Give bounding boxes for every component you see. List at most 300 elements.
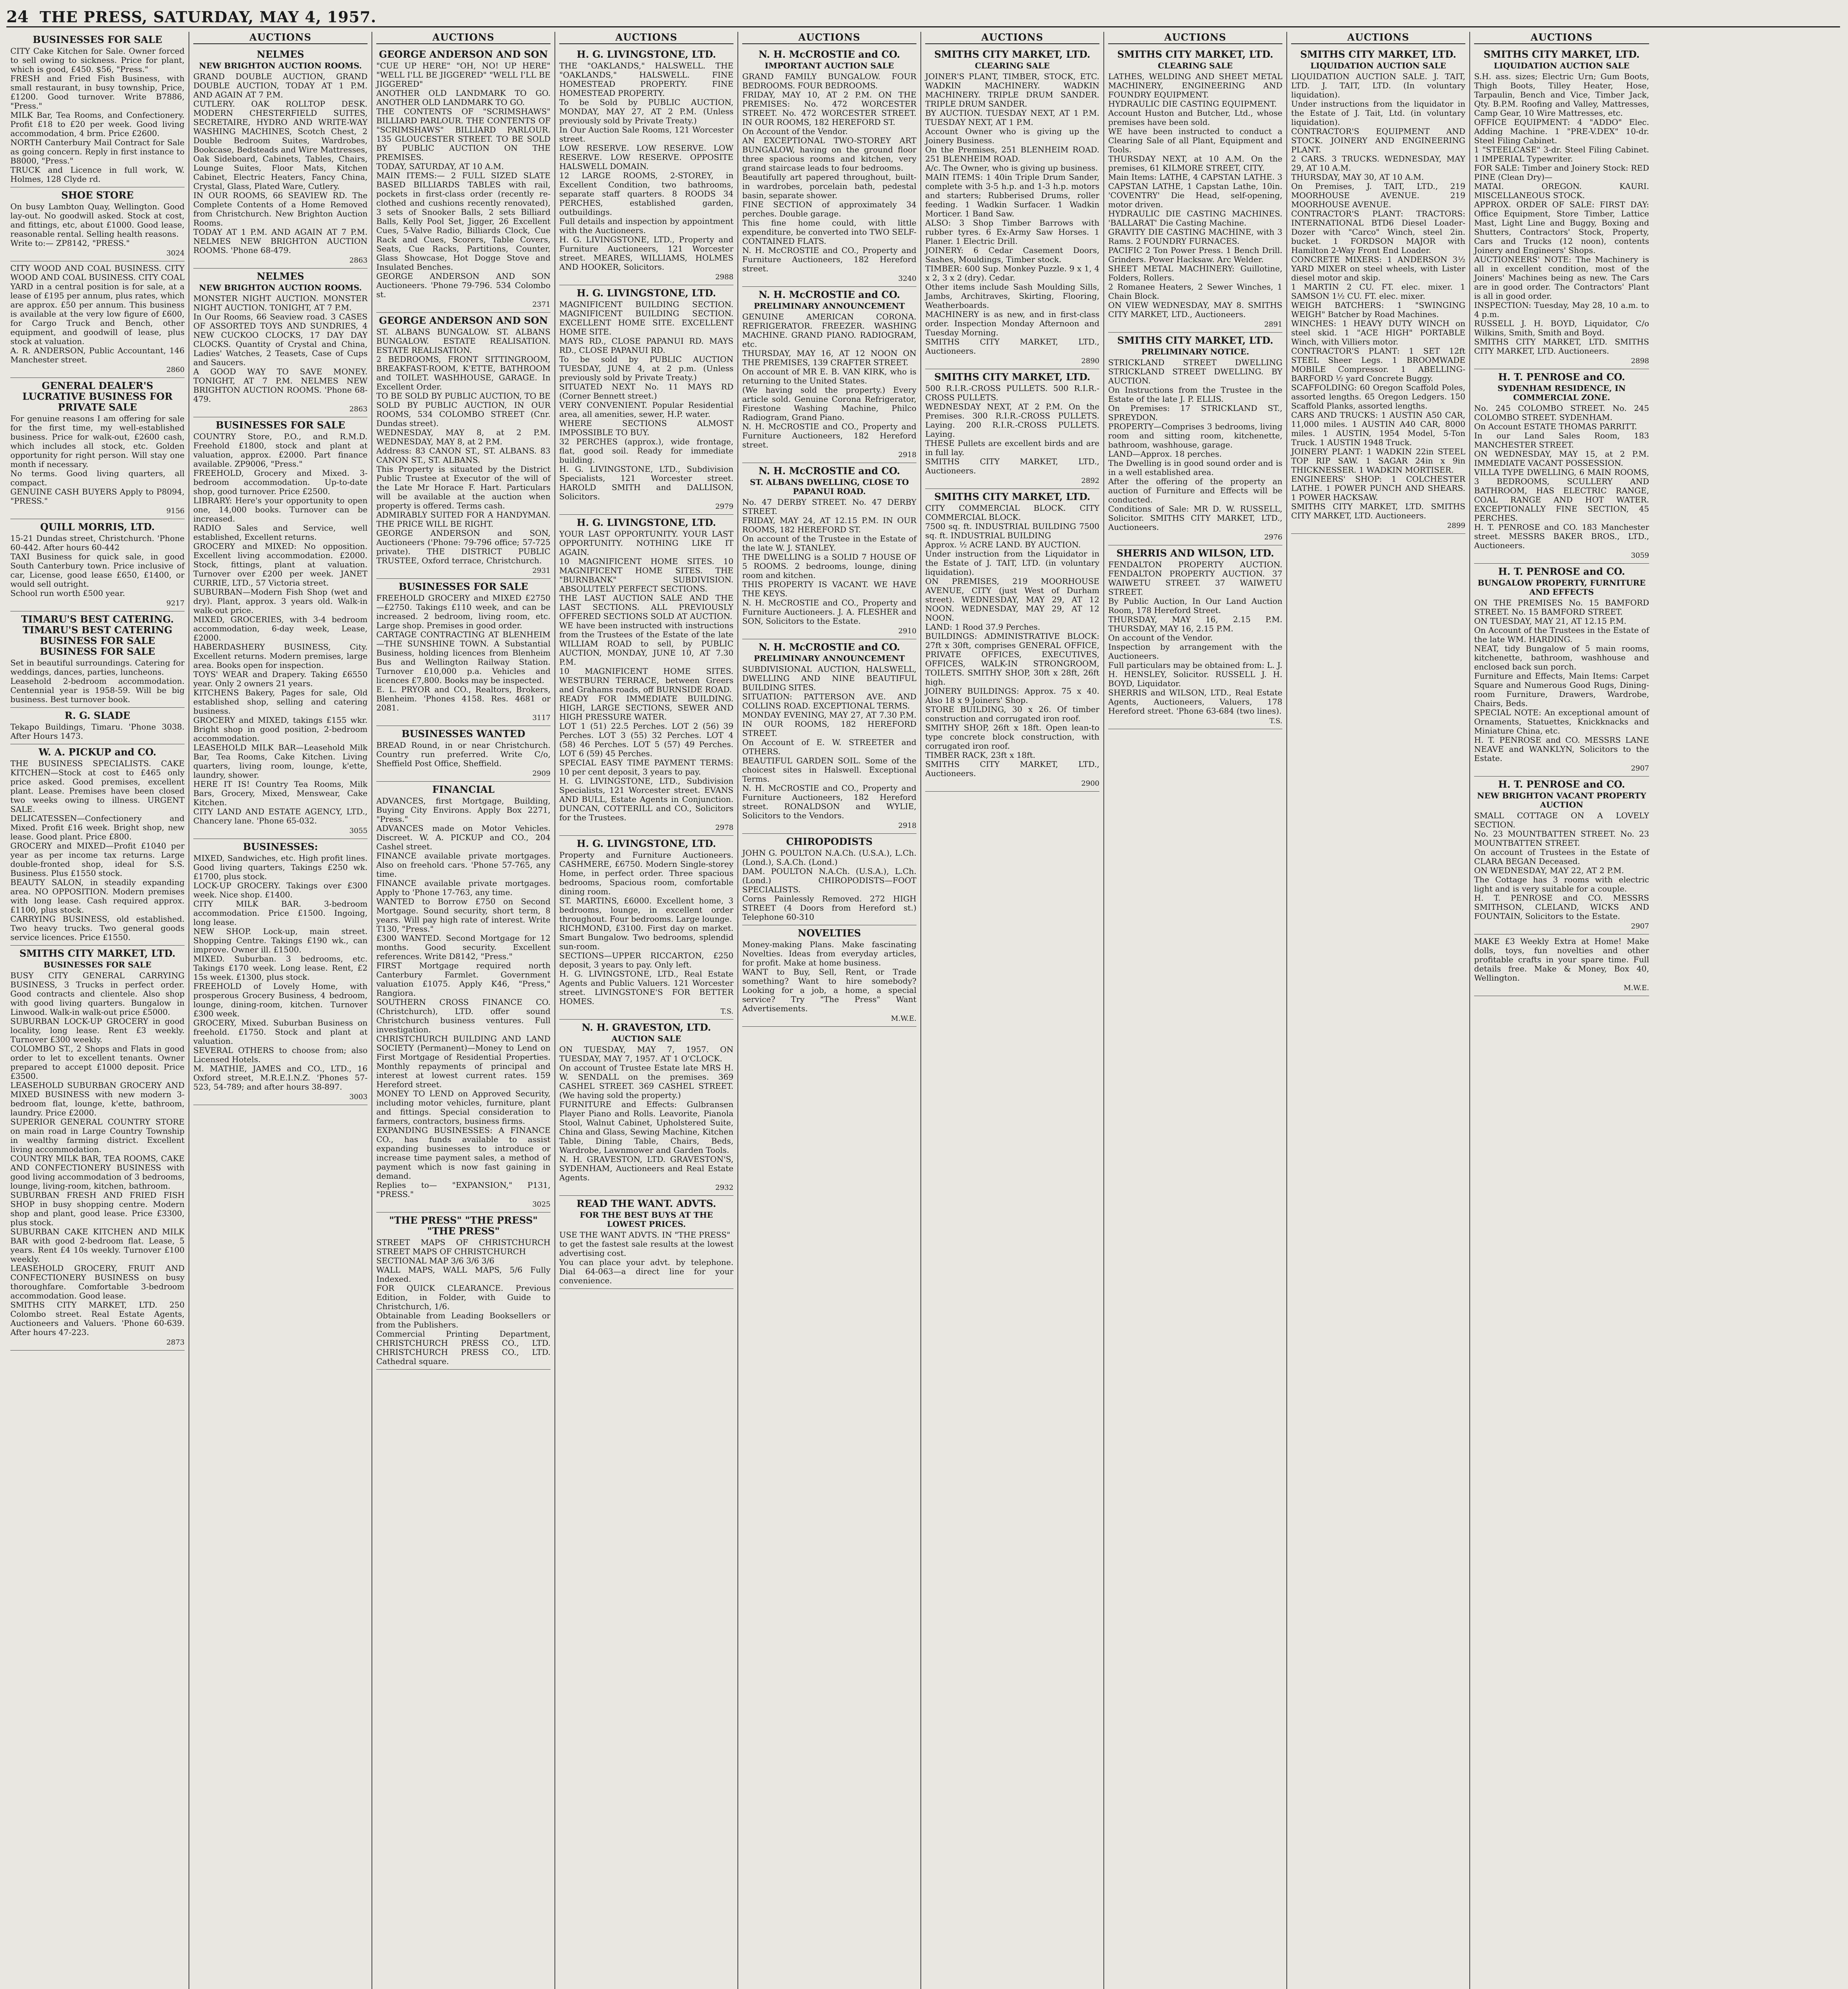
ad-title: GENERAL DEALER'S LUCRATIVE BUSINESS FOR PRIVATE SALE: [22, 380, 173, 413]
ad-reference-number: M.W.E.: [1623, 984, 1649, 992]
ad-reference-number: 2371: [532, 300, 551, 309]
ad-text: CITY Cake Kitchen for Sale. Owner forced to sell owing to sickness. Price for plant, which is good, £450. $56, "Press.": [10, 46, 185, 74]
ad-text: Furniture and Effects, Main Items: Carpet Square and Numerous Good Rugs, Dining-room Furniture, Drawers, Wardrobe, Chairs, Beds.: [1474, 671, 1649, 708]
ad-text: FIRST Mortgage required north Canterbury Farmlet. Government valuation £1075. Apply K46, "Press," Rangiora.: [376, 961, 551, 998]
ad-reference-number: 2979: [715, 502, 733, 511]
columns-container: [6, 32, 1840, 1989]
ad-text: Set in beautiful surroundings. Catering for weddings, dances, parties, luncheons.: [10, 658, 185, 677]
ad-text: WE have been instructed to conduct a Clearing Sale of all Plant, Equipment and Tools.: [1108, 127, 1282, 154]
ad-text: 2 CARS. 3 TRUCKS. WEDNESDAY, MAY 29, AT 10 A.M.: [1291, 154, 1465, 173]
ad-text: SMITHS CITY MARKET, LTD., Auctioneers.: [925, 457, 1099, 475]
ad-title: READ THE WANT. ADVTS.: [576, 1198, 716, 1209]
ad-text: EXPANDING BUSINESSES: A FINANCE CO., has funds available to assist expanding businesses to introduce or increase time payment sales, a method of payment which is now fast gaining in demand.: [376, 1125, 551, 1181]
ad-reference-number: T.S.: [720, 1007, 733, 1016]
ad-text: MONDAY EVENING, MAY 27, AT 7.30 P.M. IN OUR ROOMS, 182 HEREFORD STREET.: [742, 710, 916, 738]
ad-title: BUSINESSES:: [243, 841, 318, 852]
ad-text: TIMBER: 600 Sup. Monkey Puzzle. 9 x 1, 4 x 2, 3 x 2 (dry). Cedar.: [925, 264, 1099, 282]
advertisement: [10, 611, 185, 708]
ad-text: SMITHS CITY MARKET, LTD., Auctioneers.: [925, 337, 1099, 356]
ad-text: 500 R.I.R.-CROSS PULLETS. 500 R.I.R.-CROSS PULLETS.: [925, 383, 1099, 402]
advertisement: [193, 269, 368, 417]
ad-title: FINANCIAL: [432, 784, 495, 795]
ad-text: 32 PERCHES (approx.), wide frontage, flat, good soil. Ready for immediate building.: [559, 437, 733, 465]
ad-text: READY FOR IMMEDIATE BUILDING. HIGH, LARGE SECTIONS, SEWER AND HIGH PRESSURE WATER.: [559, 694, 733, 722]
ad-title: BUSINESSES FOR SALE: [216, 419, 345, 431]
ad-subtitle: PRELIMINARY ANNOUNCEMENT: [754, 654, 905, 663]
ad-text: On Account ESTATE THOMAS PARRITT.: [1474, 422, 1637, 431]
ad-reference-number: 2918: [898, 821, 916, 830]
ad-text: to get the fastest sale results at the lowest advertising cost.: [559, 1239, 733, 1258]
ad-text: H. G. LIVINGSTONE, LTD., Property and Furniture Auctioneers, 121 Worcester street. MEARES, WILLIAMS, HOLMES AND HOOKER, Solicitors.: [559, 235, 733, 272]
ad-title: NELMES: [257, 271, 304, 282]
ad-text: SMALL COTTAGE ON A LOVELY SECTION.: [1474, 811, 1649, 829]
ad-text: ST. ALBANS BUNGALOW. ST. ALBANS BUNGALOW. ESTATE REALISATION. ESTATE REALISATION.: [376, 327, 551, 355]
ad-subtitle: LIQUIDATION AUCTION SALE: [1494, 61, 1630, 70]
ad-subtitle: NEW BRIGHTON VACANT PROPERTY AUCTION: [1477, 791, 1646, 810]
ad-text: MONSTER NIGHT AUCTION. MONSTER NIGHT AUCTION. TONIGHT, AT 7 P.M.: [193, 294, 368, 312]
advertisement: [10, 708, 185, 744]
advertisement: [742, 834, 916, 925]
ad-text: ON TUESDAY, MAY 21, AT 12.15 P.M.: [1474, 616, 1626, 626]
ad-title: QUILL MORRIS, LTD.: [40, 521, 155, 533]
ad-text: 15-21 Dundas street, Christchurch. 'Phone 60-442. After hours 60-442: [10, 533, 185, 552]
column-3: [372, 32, 555, 1989]
ad-text: CONTRACTOR'S EQUIPMENT AND STOCK. JOINERY AND ENGINEERING PLANT.: [1291, 127, 1465, 154]
ad-text: N. H. GRAVESTON, LTD. GRAVESTON'S, SYDENHAM, Auctioneers and Real Estate Agents.: [559, 1154, 733, 1182]
ad-text: STRICKLAND STREET DWELLING STRICKLAND STREET DWELLING. BY AUCTION.: [1108, 358, 1282, 385]
ad-text: LAND: 1 Rood 37.9 Perches.: [925, 622, 1041, 632]
ad-title: SHOE STORE: [61, 189, 134, 201]
ad-text: GENUINE CASH BUYERS Apply to P8094, "PRESS.": [10, 487, 185, 506]
column-heading: AUCTIONS: [193, 32, 368, 44]
ad-reference-number: M.W.E.: [891, 1014, 916, 1023]
ad-text: MILK Bar, Tea Rooms, and Confectionery. Profit £18 to £20 per week. Good living accommodation, 4 brm. Price £2600.: [10, 110, 185, 138]
advertisement: [10, 378, 185, 519]
ad-text: 12 LARGE ROOMS, 2-STOREY, in Excellent Condition, two bathrooms, separate staff quarters. 8 ROODS 34 PERCHES, established garden, outbuildings.: [559, 171, 733, 217]
ad-text: WALL MAPS, WALL MAPS, 5/6 Fully Indexed.: [376, 1265, 551, 1284]
ad-text: TODAY AT 1 P.M. AND AGAIN AT 7 P.M. NELMES NEW BRIGHTON AUCTION ROOMS. 'Phone 68-479.: [193, 227, 368, 255]
ad-text: MONEY TO LEND on Approved Security, including motor vehicles, furniture, plant and fittings. Special consideration to farmers, contractors, business firms.: [376, 1089, 551, 1126]
ad-text: WANT to Buy, Sell, Rent, or Trade something? Want to hire somebody? Looking for a job, a home, a special service? Try "The Press" Want Advertisements.: [742, 967, 916, 1013]
ad-title: SMITHS CITY MARKET, LTD.: [1117, 335, 1274, 346]
ad-text: ST. MARTINS, £6000. Excellent home, 3 bedrooms, lounge, in excellent order throughout. Four bedrooms. Large lounge.: [559, 896, 733, 924]
ad-text: LAND—Approx. 18 perches.: [1108, 449, 1222, 459]
advertisement: [742, 639, 916, 834]
ad-title: N. H. McCROSTIE and CO.: [759, 641, 900, 653]
ad-reference-number: 2899: [1447, 522, 1465, 530]
ad-text: WHERE SECTIONS ALMOST IMPOSSIBLE TO BUY.: [559, 418, 733, 437]
advertisement: [1108, 545, 1282, 729]
ad-text: Property and Furniture Auctioneers. CASHMERE, £6750. Modern Single-storey Home, in perfect order. Three spacious bedrooms, Spacious room, comfortable dining room.: [559, 850, 733, 896]
ad-text: On the Premises, 251 BLENHEIM ROAD. 251 BLENHEIM ROAD.: [925, 145, 1099, 163]
ad-text: LEASEHOLD MILK BAR—Leasehold Milk Bar, Tea Rooms, Cake Kitchen. Living quarters, living room, lounge, k'ette, laundry, shower.: [193, 743, 368, 780]
ad-title: SMITHS CITY MARKET, LTD.: [19, 948, 176, 959]
column-9: [1470, 32, 1653, 1989]
ad-text: 2 Romanee Heaters, 2 Sewer Winches, 1 Chain Block.: [1108, 282, 1282, 301]
ad-text: Write to:— ZP8142, "PRESS.": [10, 238, 130, 248]
ad-text: N. H. McCROSTIE and CO., Property and Furniture Auctioneers, 182 Hereford street.: [742, 245, 916, 273]
ad-text: FOR SALE: Timber and Joinery Stock: RED PINE (Clean Dry)—: [1474, 163, 1649, 182]
ad-reference-number: 2932: [715, 1183, 733, 1192]
ad-text: N. H. McCROSTIE and CO., Property and Furniture Auctioneers. J. A. FLESHER and SON, Solicitors to the Estate.: [742, 598, 916, 626]
ad-title: R. G. SLADE: [64, 710, 130, 721]
ad-subtitle: FOR THE BEST BUYS AT THE LOWEST PRICES.: [580, 1210, 713, 1229]
ad-text: ON WEDNESDAY, MAY 15, at 2 P.M. IMMEDIATE VACANT POSSESSION.: [1474, 449, 1649, 468]
ad-text: DAM. POULTON N.A.Ch. (U.S.A.), L.Ch. (Lond.) CHIROPODISTS—FOOT SPECIALISTS.: [742, 866, 916, 894]
ad-text: CITY LAND AND ESTATE AGENCY, LTD., Chancery lane. 'Phone 65-032.: [193, 807, 368, 825]
ad-text: FRIDAY, MAY 24, AT 12.15 P.M. IN OUR ROOMS, 182 HEREFORD ST.: [742, 516, 916, 534]
column-heading: AUCTIONS: [376, 32, 551, 44]
ad-text: FREEHOLD of Lovely Home, with prosperous Grocery Business, 4 bedroom, lounge, dining-room, kitchen. Turnover £300 week.: [193, 981, 368, 1018]
ad-text: 1 MARTIN 2 CU. FT. elec. mixer. 1 SAMSON 1½ CU. FT. elec. mixer.: [1291, 282, 1465, 301]
advertisement: [742, 287, 916, 463]
ad-text: CONTRACTOR'S PLANT: TRACTORS: INTERNATIONAL BTD6 Diesel Loader-Dozer with "Carco" Winch, steel 2in. bucket. 1 FORDSON MAJOR with Hamilton 2-Way Front End Loader.: [1291, 209, 1465, 255]
ad-text: JOINERY PLANT: 1 WADKIN 22in STEEL TOP RIP SAW. 1 SAGAR 24in x 9in THICKNESSER. 1 WADKIN MORTISER.: [1291, 447, 1465, 475]
column-1: [6, 32, 189, 1989]
ad-text: For genuine reasons I am offering for sale for the first time, my well-established business. Price for walk-out, £2600 cash, which includes all stock, etc. Golden opportunity for right person. Will stay one month if necessary.: [10, 414, 185, 469]
ad-text: (We having sold the property.) Every article sold. Genuine Corona Refrigerator, Firestone Washing Machine, Philco Radiogram, Grand Piano.: [742, 385, 916, 422]
advertisement: [10, 744, 185, 946]
ad-text: 10 MAGNIFICENT HOME SITES. 10 MAGNIFICENT HOME SITES. THE "BURNBANK" SUBDIVISION. ABSOLUTELY PERFECT SECTIONS.: [559, 557, 733, 594]
ad-text: WE have been instructed with instructions from the Trustees of the Estate of the late WILLIAM ROAD to sell, by PUBLIC AUCTION, MONDAY, JUNE 10, AT 7.30 P.M.: [559, 621, 733, 667]
ad-text: LIBRARY: Here's your opportunity to open one, 14,000 books. Turnover can be increased.: [193, 496, 368, 524]
ad-reference-number: 2892: [1081, 477, 1099, 485]
advertisement: [376, 47, 551, 313]
ad-text: H. G. LIVINGSTONE, LTD., Subdivision Specialists, 121 Worcester street. HAROLD SMITH and DALLISON, Solicitors.: [559, 464, 733, 501]
ad-text: SECTIONS—UPPER RICCARTON, £250 deposit, 3 years to pay. Only left.: [559, 951, 733, 969]
ad-text: ON TUESDAY, MAY 7, 1957. ON TUESDAY, MAY 7, 1957. AT 1 O'CLOCK.: [559, 1045, 733, 1063]
ad-reference-number: 2891: [1264, 320, 1282, 329]
ad-text: JOINER'S PLANT, TIMBER, STOCK, ETC. WADKIN MACHINERY. WADKIN MACHINERY. TRIPLE DRUM SANDER. TRIPLE DRUM SANDER.: [925, 72, 1099, 109]
ad-text: Main Items: LATHE, 4 CAPSTAN LATHE. 3 CAPSTAN LATHE, 1 Capstan Lathe, 10in. 'COVENTRY' Die Head, self-opening, motor driven.: [1108, 172, 1282, 209]
advertisement: [193, 417, 368, 839]
ad-text: N. H. McCROSTIE and CO., Property and Furniture Auctioneers, 182 Hereford street. RONALDSON and WYLIE, Solicitors to the Vendors.: [742, 783, 916, 820]
ad-text: H. T. PENROSE and CO. 183 Manchester street. MESSRS BAKER BROS., LTD., Auctioneers.: [1474, 522, 1649, 550]
ad-text: ADVANCES made on Motor Vehicles. Discreet. W. A. PICKUP and CO., 204 Cashel street.: [376, 823, 551, 851]
ad-text: ADMIRABLY SUITED FOR A HANDYMAN. THE PRICE WILL BE RIGHT.: [376, 510, 551, 529]
advertisement: [193, 47, 368, 269]
ad-text: MACHINERY is as new, and in first-class order. Inspection Monday Afternoon and Tuesday Morning.: [925, 309, 1099, 337]
column-4: [555, 32, 738, 1989]
ad-text: A GOOD WAY TO SAVE MONEY. TONIGHT, AT 7 P.M. NELMES NEW BRIGHTON AUCTION ROOMS. 'Phone 68-479.: [193, 367, 368, 404]
column-heading: AUCTIONS: [1108, 32, 1282, 44]
ad-text: Account Huston and Butcher, Ltd., whose premises have been sold.: [1108, 108, 1282, 127]
ad-text: THE DWELLING is a SOLID 7 HOUSE OF 5 ROOMS. 2 bedrooms, lounge, dining room and kitchen.: [742, 552, 916, 580]
ad-text: IN OUR ROOMS, 66 SEAVIEW RD. The Complete Contents of a Home Removed from Christchurch. New Brighton Auction Rooms.: [193, 191, 368, 228]
ad-text: GENUINE AMERICAN CORONA. REFRIGERATOR. FREEZER. WASHING MACHINE. GRAND PIANO. RADIOGRAM, etc.: [742, 312, 916, 349]
ad-text: Money-making Plans. Make fascinating Novelties. Ideas from everyday articles, for profit. Make at home business.: [742, 940, 916, 967]
ad-subtitle: LIQUIDATION AUCTION SALE: [1310, 61, 1446, 70]
ad-title: SMITHS CITY MARKET, LTD.: [1300, 49, 1457, 60]
ad-text: On Premises, J. TAIT, LTD., 219 MOORHOUSE AVENUE. 219 MOORHOUSE AVENUE.: [1291, 181, 1465, 209]
ad-text: WEIGH BATCHERS: 1 "SWINGING WEIGH" Batcher by Road Machines.: [1291, 300, 1465, 319]
ad-text: GEORGE ANDERSON AND SON Auctioneers. 'Phone 79-796. 534 Colombo st.: [376, 271, 551, 299]
ad-text: THURSDAY, MAY 16, AT 12 NOON ON THE PREMISES, 139 CRAFTER STREET.: [742, 348, 916, 367]
ad-text: SMITHS CITY MARKET, LTD. SMITHS CITY MARKET, LTD. Auctioneers.: [1291, 502, 1465, 520]
advertisement: [559, 1196, 733, 1289]
column-5: [738, 32, 921, 1989]
page-number: 24: [6, 7, 29, 26]
ad-subtitle: PRELIMINARY ANNOUNCEMENT: [754, 301, 905, 311]
ad-text: SMITHS CITY MARKET, LTD. SMITHS CITY MARKET, LTD. Auctioneers.: [1474, 337, 1649, 356]
ad-reference-number: 3003: [349, 1093, 368, 1101]
ad-text: No. 47 DERBY STREET. No. 47 DERBY STREET.: [742, 497, 916, 516]
ad-text: PACIFIC 2 Ton Power Press. 1 Bench Drill. Grinders. Power Hacksaw. Arc Welder.: [1108, 245, 1282, 264]
ad-title: SMITHS CITY MARKET, LTD.: [1117, 49, 1274, 60]
ad-reference-number: 2909: [532, 769, 551, 778]
ad-text: Account Owner who is giving up the Joinery Business.: [925, 127, 1099, 145]
ad-text: RADIO Sales and Service, well established, Excellent returns.: [193, 523, 368, 542]
ad-text: LOCK-UP GROCERY. Takings over £300 week. Nice shop. £1400.: [193, 881, 368, 899]
ad-text: Full particulars may be obtained from: L. J. H. HENSLEY, Solicitor. RUSSELL J. H. BOYD, Liquidator.: [1108, 660, 1282, 688]
ad-reference-number: 2976: [1264, 533, 1282, 541]
ad-text: THE CONTENTS OF "SCRIMSHAWS" BILLIARD PARLOUR. THE CONTENTS OF "SCRIMSHAWS" BILLIARD PARLOUR. 135 GLOUCESTER STREET. TO BE SOLD BY PUBLIC AUCTION ON THE PREMISES.: [376, 107, 551, 162]
advertisement: [376, 579, 551, 726]
ad-text: On Account of E. W. STREETER and OTHERS.: [742, 738, 916, 756]
ad-text: NEW SHOP. Lock-up, main street. Shopping Centre. Takings £190 wk., can improve. Owner ill. £1500.: [193, 926, 368, 954]
ad-reference-number: 2931: [532, 566, 551, 575]
ad-text: MAGNIFICENT BUILDING SECTION. MAGNIFICENT BUILDING SECTION. EXCELLENT HOME SITE. EXCELLENT HOME SITE.: [559, 300, 733, 337]
ad-text: H. T. PENROSE and CO. MESSRS LANE NEAVE and WANKLYN, Solicitors to the Estate.: [1474, 735, 1649, 763]
ad-text: 7500 sq. ft. INDUSTRIAL BUILDING 7500 sq. ft. INDUSTRIAL BUILDING: [925, 522, 1099, 540]
advertisement: [925, 47, 1099, 369]
ad-text: MAIN ITEMS: 1 40in Triple Drum Sander, complete with 3-5 h.p. and 1-3 h.p. motors and starters; Rubberised Drums, roller feeding. 1 Wadkin Surfacer. 1 Wadkin Morticer. 1 Band Saw.: [925, 172, 1099, 218]
ad-text: GRAND FAMILY BUNGALOW. FOUR BEDROOMS. FOUR BEDROOMS.: [742, 72, 916, 90]
ad-text: TIMBER RACK, 23ft x 18ft.: [925, 750, 1036, 760]
ad-text: ON PREMISES, 219 MOORHOUSE AVENUE, CITY (just West of Durham street). WEDNESDAY, MAY 29, AT 12 NOON. WEDNESDAY, MAY 29, AT 12 NOON.: [925, 576, 1099, 623]
ad-text: HYDRAULIC DIE CASTING EQUIPMENT.: [1108, 99, 1277, 109]
column-6: [921, 32, 1104, 1989]
ad-title: N. H. McCROSTIE and CO.: [759, 465, 900, 477]
ad-text: The Cottage has 3 rooms with electric light and is very suitable for a couple.: [1474, 875, 1649, 893]
ad-text: LOW RESERVE. LOW RESERVE. LOW RESERVE. LOW RESERVE. OPPOSITE HALSWELL DOMAIN.: [559, 143, 733, 171]
ad-text: To be sold by PUBLIC AUCTION TUESDAY, JUNE 4, at 2 p.m. (Unless previously sold by Private Treaty.): [559, 354, 733, 382]
ad-text: CHRISTCHURCH BUILDING AND LAND SOCIETY (Permanent)—Money to Lend on First Mortgage of Residential Properties. Monthly repayments of principal and interest at lowest current rates. 159 Hereford street.: [376, 1034, 551, 1089]
advertisement: [1108, 47, 1282, 333]
ad-text: £300 WANTED. Second Mortgage for 12 months. Good security. Excellent references. Write D8142, "Press.": [376, 933, 551, 961]
ad-reference-number: 2873: [166, 1338, 185, 1347]
advertisement: [1108, 333, 1282, 545]
ad-subtitle: CLEARING SALE: [1157, 61, 1233, 70]
ad-text: GROCERY and MIXED: No opposition. Excellent living accommodation. £2000. Stock, fittings, plant at valuation. Turnover over £200 per week. JANET CURRIE, LTD., 57 Victoria street.: [193, 541, 368, 588]
ad-text: COLOMBO ST., 2 Shops and Flats in good order to let to excellent tenants. Owner prepared to accept £1000 deposit. Price £3500.: [10, 1044, 185, 1081]
ad-reference-number: 2863: [349, 405, 368, 413]
ad-text: RUSSELL J. H. BOYD, Liquidator, C/o Wilkins, Smith, Smith and Boyd.: [1474, 319, 1649, 337]
ad-text: INSPECTION: Tuesday, May 28, 10 a.m. to 4 p.m.: [1474, 300, 1649, 319]
ad-reference-number: 2978: [715, 823, 733, 832]
advertisement: [376, 726, 551, 782]
column-heading: AUCTIONS: [1474, 32, 1649, 44]
ad-reference-number: 3025: [532, 1200, 551, 1209]
ad-text: THIS PROPERTY IS VACANT. WE HAVE THE KEYS.: [742, 580, 916, 598]
advertisement: [559, 836, 733, 1020]
ad-text: M. MATHIE, JAMES and CO., LTD., 16 Oxford street, M.R.E.I.N.Z. 'Phones 57-523, 54-789; and after hours 38-897.: [193, 1064, 368, 1092]
ad-text: SHEET METAL MACHINERY: Guillotine, Folders, Rollers.: [1108, 264, 1282, 282]
ad-text: By Public Auction, In Our Land Auction Room, 178 Hereford Street.: [1108, 596, 1282, 615]
ad-text: LIQUIDATION AUCTION SALE. J. TAIT, LTD. J. TAIT, LTD. (In voluntary liquidation).: [1291, 72, 1465, 99]
ad-text: JOINERY: 6 Cedar Casement Doors, Sashes, Mouldings, Timber stock.: [925, 245, 1099, 264]
ad-text: FREEHOLD, Grocery and Mixed. 3-bedroom accommodation. Up-to-date shop, good turnover. Price £2500.: [193, 468, 368, 496]
ad-text: RICHMOND, £3100. First day on market. Smart Bungalow. Two bedrooms, splendid sun-room.: [559, 923, 733, 951]
ad-subtitle: PRELIMINARY NOTICE.: [1141, 347, 1249, 356]
ad-text: ADVANCES, first Mortgage, Building, Buying City Environs. Apply Box 2271, "Press.": [376, 796, 551, 824]
ad-text: GRAVITY DIE CASTING MACHINE, with 3 Rams. 2 FOUNDRY FURNACES.: [1108, 227, 1282, 246]
ad-subtitle: IMPORTANT AUCTION SALE: [764, 61, 894, 70]
advertisement: [376, 313, 551, 579]
ad-title: NELMES: [257, 49, 304, 60]
ad-text: USE THE WANT ADVTS. IN "THE PRESS": [559, 1230, 731, 1240]
ad-text: Obtainable from Leading Booksellers or from the Publishers.: [376, 1311, 551, 1329]
ad-text: H. T. PENROSE and CO. MESSRS SMITHSON, CLELAND, WICKS AND FOUNTAIN, Solicitors to the Estate.: [1474, 893, 1649, 921]
ad-reference-number: 2890: [1081, 357, 1099, 365]
ad-reference-number: 3059: [1631, 551, 1649, 560]
ad-text: H. G. LIVINGSTONE, LTD., Real Estate Agents and Public Valuers. 121 Worcester street. LIVINGSTONE'S FOR BETTER HOMES.: [559, 969, 733, 1006]
ad-text: TAXI Business for quick sale, in good South Canterbury town. Price inclusive of car, License, good lease £650, £1400, or would sell outright.: [10, 552, 185, 589]
column-heading: AUCTIONS: [925, 32, 1099, 44]
ad-text: SUBURBAN LOCK-UP GROCERY in good locality, long lease. Rent £3 weekly. Turnover £300 weekly.: [10, 1016, 185, 1044]
ad-text: Beautifully art papered throughout, built-in wardrobes, porcelain bath, pedestal basin, separate shower.: [742, 172, 916, 200]
ad-text: AUCTIONEERS' NOTE: The Machinery is all in excellent condition, most of the Joiners' Machines being as new. The Cars are in good order. The Contractors' Plant is all in good order.: [1474, 255, 1649, 301]
ad-text: On Instructions from the Trustee in the Estate of the late J. P. ELLIS.: [1108, 385, 1282, 404]
ad-text: 2 BEDROOMS, FRONT SITTINGROOM, BREAKFAST-ROOM, K'ETTE, BATHROOM and TOILET. WASHHOUSE, GARAGE. In Excellent Order.: [376, 354, 551, 391]
ad-reference-number: 2988: [715, 273, 733, 281]
ad-reference-number: 2910: [898, 627, 916, 635]
ad-reference-number: 2907: [1631, 922, 1649, 930]
advertisement: [559, 515, 733, 836]
advertisement: [1474, 777, 1649, 934]
ad-text: Full details and inspection by appointment with the Auctioneers.: [559, 216, 733, 235]
ad-text: Conditions of Sale: MR D. W. RUSSELL, Solicitor. SMITHS CITY MARKET, LTD., Auctioneers.: [1108, 504, 1282, 532]
ad-text: On account of the Trustee in the Estate of the late W. J. STANLEY.: [742, 534, 916, 553]
ad-text: SOUTHERN CROSS FINANCE CO. (Christchurch), LTD. offer sound Christchurch business ventures. Full investigation.: [376, 997, 551, 1034]
ad-title: SHERRIS AND WILSON, LTD.: [1116, 547, 1274, 559]
ad-subtitle: CLEARING SALE: [975, 61, 1050, 70]
ad-reference-number: 3240: [898, 274, 916, 283]
advertisement: [742, 47, 916, 287]
ad-reference-number: 9156: [166, 507, 185, 515]
ad-text: JOHN G. POULTON N.A.Ch. (U.S.A.), L.Ch. (Lond.), S.A.Ch. (Lond.): [742, 848, 916, 867]
ad-text: LEASEHOLD SUBURBAN GROCERY AND MIXED BUSINESS with new modern 3-bedroom flat, lounge, k'ette, bathroom, laundry. Price £2000.: [10, 1080, 185, 1117]
ad-text: No. 23 MOUNTBATTEN STREET. No. 23 MOUNTBATTEN STREET.: [1474, 829, 1649, 848]
ad-title: H. G. LIVINGSTONE, LTD.: [576, 838, 716, 849]
ad-reference-number: 3055: [349, 827, 368, 835]
advertisement: [10, 32, 185, 187]
ad-title: SMITHS CITY MARKET, LTD.: [934, 371, 1091, 383]
column-2: [189, 32, 372, 1989]
ad-text: COUNTRY MILK BAR, TEA ROOMS, CAKE AND CONFECTIONERY BUSINESS with good living accommodation of 3 bedrooms, lounge, living-room, kitchen, bathroom.: [10, 1154, 185, 1191]
ad-title: W. A. PICKUP and CO.: [38, 746, 157, 758]
ad-title: H. T. PENROSE and CO.: [1498, 778, 1625, 790]
ad-text: HABERDASHERY BUSINESS, City. Excellent returns. Modern premises, large area. Books open for inspection.: [193, 642, 368, 670]
ad-subtitle: NEW BRIGHTON AUCTION ROOMS.: [199, 283, 362, 292]
ad-subtitle: NEW BRIGHTON AUCTION ROOMS.: [199, 61, 362, 70]
ad-text: NEAT, tidy Bungalow of 5 main rooms, kitchenette, bathroom, washhouse and enclosed back sun porch.: [1474, 644, 1649, 671]
ad-text: GROCERY and MIXED, takings £155 wkr. Bright shop in good position, 2-bedroom accommodation.: [193, 715, 368, 743]
ad-text: 1 "STEELCASE" 3-dr. Steel Filing Cabinet. 1 IMPERIAL Typewriter.: [1474, 145, 1649, 163]
advertisement: [1291, 47, 1465, 534]
ad-text: NORTH Canterbury Mail Contract for Sale as going concern. Reply in first instance to B8000, "Press.": [10, 138, 185, 165]
ad-text: N. H. McCROSTIE and CO., Property and Furniture Auctioneers, 182 Hereford street.: [742, 422, 916, 450]
ad-text: SUBURBAN CAKE KITCHEN AND MILK BAR with good 2-bedroom flat. Lease, 5 years. Rent £4 10s weekly. Turnover £100 weekly.: [10, 1227, 185, 1264]
ad-text: SEVERAL OTHERS to choose from; also Licensed Hotels.: [193, 1045, 368, 1064]
ad-title: TIMARU'S BEST CATERING. TIMARU'S BEST CATERING BUSINESS FOR SALE BUSINESS FOR SALE: [21, 613, 174, 657]
ad-text: After the offering of the property an auction of Furniture and Effects will be conducted.: [1108, 477, 1282, 504]
ad-text: Replies to— "EXPANSION," P131, "PRESS.": [376, 1180, 551, 1199]
ad-text: BEAUTIFUL GARDEN SOIL. Some of the choicest sites in Halswell. Exceptional Terms.: [742, 756, 916, 784]
ad-subtitle: BUSINESSES FOR SALE: [43, 960, 152, 969]
ad-title: NOVELTIES: [798, 927, 861, 939]
ad-text: WINCHES: 1 HEAVY DUTY WINCH on steel skid. 1 "ACE HIGH" PORTABLE Winch, with Villiers motor.: [1291, 319, 1465, 346]
ad-text: FOR QUICK CLEARANCE. Previous Edition, in Folder, with Guide to Christchurch, 1/6.: [376, 1283, 551, 1311]
ad-text: CITY COMMERCIAL BLOCK. CITY COMMERCIAL BLOCK.: [925, 503, 1099, 522]
ad-text: MIXED. Suburban. 3 bedrooms, etc. Takings £170 week. Long lease. Rent, £2 15s week. £1300, plus stock.: [193, 954, 368, 982]
ad-text: TRUCK and Licence in full work, W. Holmes, 128 Clyde rd.: [10, 165, 185, 184]
ad-text: ON THE PREMISES No. 15 BAMFORD STREET. No. 15 BAMFORD STREET.: [1474, 598, 1649, 617]
ad-subtitle: AUCTION SALE: [611, 1034, 681, 1043]
ad-text: WEDNESDAY NEXT, AT 2 P.M. On the Premises. 300 R.I.R.-CROSS PULLETS. Laying. 200 R.I.R.-CROSS PULLETS. Laying.: [925, 402, 1099, 439]
ad-text: This Property is situated by the District Public Trustee at Executor of the will of the Late Mr Horace F. Hart. Particulars will be available at the auction when property is offered. Terms cash.: [376, 464, 551, 510]
ad-text: S.H. ass. sizes; Electric Urn; Gum Boots, Thigh Boots, Tilley Heater, Hose, Tarpaulin, Bench and Vice, Timber Jack, Qty. B.P.M. Roofing and Valley, Mattresses, Camp Gear, 10 Wire Mattresses, etc.: [1474, 72, 1649, 118]
ad-text: VERY CONVENIENT. Popular Residential area, all amenities, sewer, H.P. water.: [559, 400, 733, 419]
ad-text: LOT 1 (51) 22.5 Perches. LOT 2 (56) 39 Perches. LOT 3 (55) 32 Perches. LOT 4 (58) 46 Perches. LOT 5 (57) 49 Perches. LOT 6 (59) 45 Perches.: [559, 721, 733, 758]
ad-text: SCAFFOLDING: 60 Oregon Scaffold Poles, assorted lengths. 65 Oregon Ledgers. 150 Scaffold Planks, assorted lengths.: [1291, 383, 1465, 411]
ad-reference-number: 2907: [1631, 764, 1649, 773]
ad-text: CONCRETE MIXERS: 1 ANDERSON 3½ YARD MIXER on steel wheels, with Lister diesel motor and skip.: [1291, 255, 1465, 282]
ad-text: School run worth £500 year.: [10, 588, 125, 598]
ad-text: On Account of the Trustees in the Estate of the late WM. HARDING.: [1474, 625, 1649, 644]
advertisement: [1474, 934, 1649, 996]
ad-text: SMITHS CITY MARKET, LTD. 250 Colombo street. Real Estate Agents, Auctioneers and Valuers. 'Phone 60-639. After hours 47-223.: [10, 1300, 185, 1337]
ad-text: MIXED, Sandwiches, etc. High profit lines. Good living quarters, Takings £250 wk. £1700, plus stock.: [193, 853, 368, 881]
ad-title: BUSINESSES FOR SALE: [33, 34, 162, 45]
advertisement: [10, 946, 185, 1351]
ad-text: BUSY CITY GENERAL CARRYING BUSINESS, 3 Trucks in perfect order. Good contracts and clientele. Also shop with good living quarters. Bungalow in Linwood. Walk-in walk-out price £5000.: [10, 971, 185, 1017]
ad-text: BY AUCTION. TUESDAY NEXT, AT 1 P.M. TUESDAY NEXT, AT 1 P.M.: [925, 108, 1099, 127]
column-7: [1104, 32, 1287, 1989]
ad-text: MATAI. OREGON. KAURI. MISCELLANEOUS STOCK.: [1474, 181, 1649, 200]
ad-text: GROCERY and MIXED—Profit £1040 per year as per income tax returns. Large double-fronted shop, ideal for S.S. Business. Plus £1550 stock.: [10, 841, 185, 878]
ad-reference-number: T.S.: [1269, 717, 1282, 725]
ad-text: ON VIEW WEDNESDAY, MAY 8. SMITHS CITY MARKET, LTD., Auctioneers.: [1108, 300, 1282, 319]
ad-title: H. G. LIVINGSTONE, LTD.: [576, 287, 716, 299]
ad-text: SHERRIS and WILSON, LTD., Real Estate Agents, Auctioneers, Valuers, 178 Hereford street. 'Phone 63-684 (two lines).: [1108, 688, 1282, 716]
ad-text: WANTED to Borrow £750 on Second Mortgage. Sound security, short term, 8 years. Will pay high rate of interest. Write T130, "Press.": [376, 897, 551, 934]
advertisement: [742, 925, 916, 1027]
ad-text: SUPERIOR GENERAL COUNTRY STORE on main road in Large Country Township in wealthy farming district. Excellent living accommodation.: [10, 1117, 185, 1154]
ad-text: STORE BUILDING, 30 x 26. Of timber construction and corrugated iron roof.: [925, 705, 1099, 723]
ad-text: FENDALTON PROPERTY AUCTION. FENDALTON PROPERTY AUCTION. 37 WAIWETU STREET. 37 WAIWETU STREET.: [1108, 560, 1282, 597]
ad-text: THE BUSINESS SPECIALISTS. CAKE KITCHEN—Stock at cost to £465 only price asked. Good premises, excellent plant. Lease. Premises have been closed two weeks owing to illness. URGENT SALE.: [10, 759, 185, 814]
ad-text: A/c. The Owner, who is giving up business.: [925, 163, 1098, 173]
ad-text: LEASEHOLD GROCERY, FRUIT AND CONFECTIONERY BUSINESS on busy thoroughfare. Comfortable 3-bedroom accommodation. Good lease.: [10, 1263, 185, 1300]
ad-text: SMITHY SHOP, 26ft x 18ft. Open lean-to type concrete block construction, with corrugated iron roof.: [925, 723, 1099, 751]
ad-title: N. H. McCROSTIE and CO.: [759, 49, 900, 60]
ad-text: FRIDAY, MAY 10, AT 2 P.M. ON THE PREMISES: No. 472 WORCESTER STREET. No. 472 WORCESTER STREET. IN OUR ROOMS, 182 HEREFORD ST.: [742, 90, 916, 127]
ad-reference-number: 2918: [898, 451, 916, 459]
ad-text: TOYS' WEAR and Drapery. Taking £6550 year. Only 2 owners 21 years.: [193, 669, 368, 688]
advertisement: [193, 839, 368, 1105]
ad-text: GROCERY, Mixed. Suburban Business on freehold. £1750. Stock and plant at valuation.: [193, 1018, 368, 1046]
advertisement: [559, 47, 733, 285]
ad-text: VILLA TYPE DWELLING, 6 MAIN ROOMS, 3 BEDROOMS, SCULLERY AND BATHROOM, HAS ELECTRIC RANGE, COAL RANGE AND HOT WATER. EXCEPTIONALLY FINE SECTION, 45 PERCHES.: [1474, 467, 1649, 523]
ad-title: H. G. LIVINGSTONE, LTD.: [576, 49, 716, 60]
ad-text: YOUR LAST OPPORTUNITY. YOUR LAST OPPORTUNITY. NOTHING LIKE IT AGAIN.: [559, 529, 733, 557]
ad-text: SPECIAL NOTE: An exceptional amount of Ornaments, Statuettes, Knickknacks and Miniature China, etc.: [1474, 708, 1649, 736]
ad-text: LATHES, WELDING AND SHEET METAL MACHINERY, ENGINEERING AND FOUNDRY EQUIPMENT.: [1108, 72, 1282, 99]
ad-text: ON WEDNESDAY, MAY 22, AT 2 P.M.: [1474, 866, 1624, 875]
advertisement: [742, 463, 916, 639]
ad-title: H. T. PENROSE and CO.: [1498, 371, 1625, 383]
